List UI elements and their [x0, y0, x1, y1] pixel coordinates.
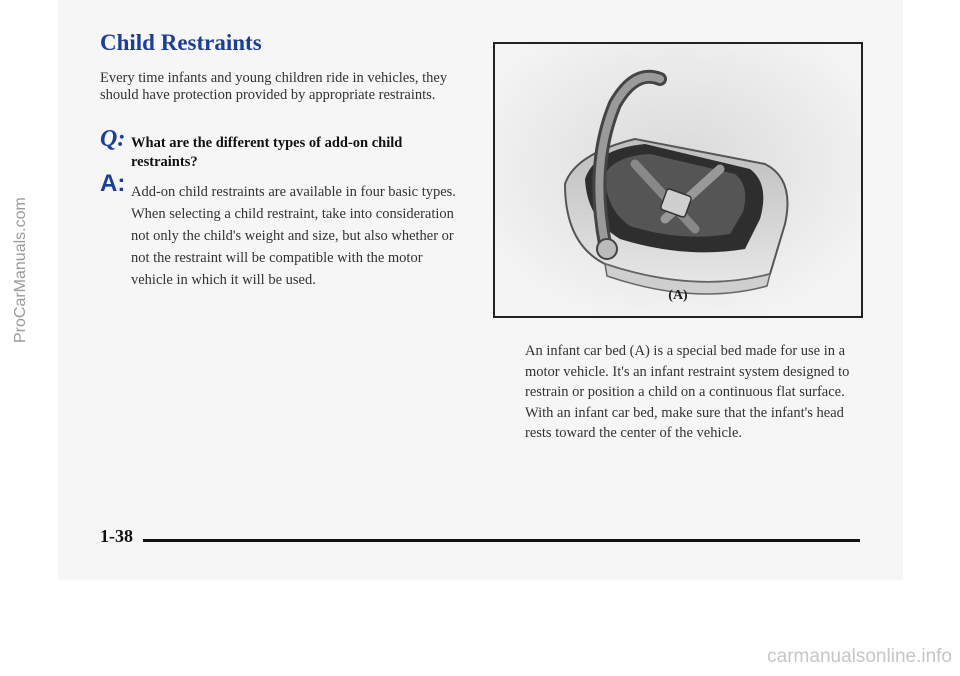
page-title: Child Restraints [100, 30, 262, 55]
infant-car-bed-illustration [495, 44, 861, 316]
footer-rule [143, 539, 860, 542]
side-watermark-text: ProCarManuals.com [12, 197, 29, 343]
bottom-watermark: carmanualsonline.info [767, 646, 952, 667]
answer-marker: A: [100, 170, 126, 197]
question-marker: Q: [100, 126, 126, 152]
description-paragraph: An infant car bed (A) is a special bed made for use in a motor vehicle. It's an infant restraint system designed to restrain or position a child on a continuous flat surface. With an infant car bed, make sure that the infant's head rests toward the center of the vehicle. [525, 343, 850, 441]
question-text: What are the different types of add-on child restraints? [131, 135, 403, 170]
infant-car-bed-figure [493, 42, 863, 318]
answer-text: Add-on child restraints are available in four basic types. When selecting a child restraint, take into consideration not only the child's weight and size, but also whether or not the restraint will be compatible with the motor vehicle in which it will be used. [131, 184, 456, 288]
figure-caption: (A) [668, 288, 688, 303]
intro-paragraph: Every time infants and young children ride in vehicles, they should have protection provided by appropriate restraints. [100, 70, 448, 103]
page-number: 1-38 [100, 526, 133, 546]
